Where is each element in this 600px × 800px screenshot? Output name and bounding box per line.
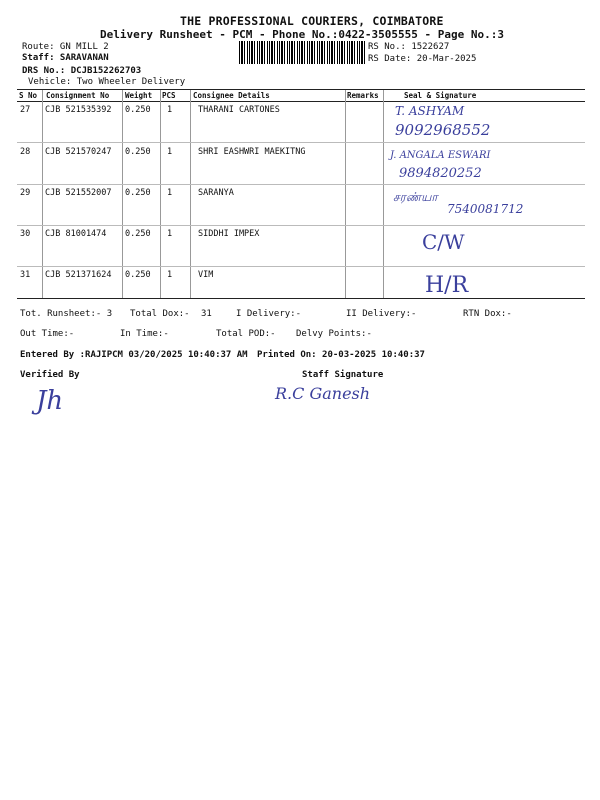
row-weight: 0.250 (125, 229, 151, 239)
total-pod: Total POD:- (216, 329, 276, 339)
handwritten-mark: H/R (425, 273, 469, 298)
handwritten-phone: 9894820252 (399, 166, 482, 181)
row-weight: 0.250 (125, 105, 151, 115)
vehicle-label: Vehicle: Two Wheeler Delivery (28, 77, 186, 87)
row-pcs: 1 (167, 188, 173, 198)
row-weight: 0.250 (125, 188, 151, 198)
staff-handwritten-signature: R.C Ganesh (275, 384, 371, 403)
rs-date: RS Date: 20-Mar-2025 (368, 54, 477, 64)
row-pcs: 1 (167, 229, 173, 239)
col-remarks: Remarks (347, 91, 379, 100)
entered-by: Entered By :RAJIPCM 03/20/2025 10:40:37 AM (20, 350, 248, 360)
company-title: THE PROFESSIONAL COURIERS, COIMBATORE (180, 14, 444, 28)
total-dox-value: 31 (201, 309, 212, 319)
row-consignee: SARANYA (198, 188, 234, 198)
ii-delivery: II Delivery:- (346, 309, 417, 319)
delivery-table (17, 89, 585, 299)
row-sno: 27 (20, 105, 31, 115)
row-consignee: VIM (198, 270, 214, 280)
tot-runsheet: Tot. Runsheet:- 3 (20, 309, 113, 319)
handwritten-phone: 9092968552 (395, 121, 491, 139)
row-consignment: CJB 521535392 (45, 105, 112, 115)
rs-number: RS No.: 1522627 (368, 42, 450, 52)
delvy-points: Delvy Points:- (296, 329, 372, 339)
col-sno: S No (19, 91, 38, 100)
row-sno: 28 (20, 147, 31, 157)
row-consignee: SIDDHI IMPEX (198, 229, 260, 239)
row-consignment: CJB 81001474 (45, 229, 107, 239)
i-delivery: I Delivery:- (236, 309, 302, 319)
handwritten-signature: சரண்யா (393, 190, 438, 204)
staff-signature-label: Staff Signature (302, 370, 384, 380)
col-pcs: PCS (162, 91, 176, 100)
row-sno: 29 (20, 188, 31, 198)
row-consignment: CJB 521371624 (45, 270, 112, 280)
barcode-image (239, 41, 365, 64)
staff-label: Staff: SARAVANAN (22, 53, 109, 63)
row-consignment: CJB 521552007 (45, 188, 112, 198)
handwritten-signature: T. ASHYAM (395, 104, 465, 118)
verified-by-label: Verified By (20, 370, 80, 380)
col-signature: Seal & Signature (404, 91, 477, 100)
col-consignment: Consignment No (46, 91, 110, 100)
row-consignee: SHRI EASHWRI MAEKITNG (198, 147, 306, 157)
col-consignee: Consignee Details (193, 91, 270, 100)
out-time: Out Time:- (20, 329, 75, 339)
route-label: Route: GN MILL 2 (22, 42, 109, 52)
handwritten-signature: J. ANGALA ESWARI (390, 150, 491, 161)
row-pcs: 1 (167, 270, 173, 280)
row-weight: 0.250 (125, 270, 151, 280)
row-sno: 30 (20, 229, 31, 239)
row-consignment: CJB 521570247 (45, 147, 112, 157)
row-pcs: 1 (167, 105, 173, 115)
row-pcs: 1 (167, 147, 173, 157)
row-consignee: THARANI CARTONES (198, 105, 280, 115)
verified-signature: Jh (36, 386, 64, 416)
drs-number: DRS No.: DCJB152262703 (22, 66, 142, 76)
handwritten-phone: 7540081712 (447, 202, 524, 216)
handwritten-mark: C/W (422, 230, 465, 254)
col-weight: Weight (125, 91, 153, 100)
printed-on: Printed On: 20-03-2025 10:40:37 (257, 350, 425, 360)
in-time: In Time:- (120, 329, 169, 339)
total-dox-label: Total Dox:- (130, 309, 190, 319)
row-sno: 31 (20, 270, 31, 280)
rtn-dox: RTN Dox:- (463, 309, 512, 319)
runsheet-title: Delivery Runsheet - PCM - Phone No.:0422-3505555 - Page No.:3 (100, 28, 504, 41)
row-weight: 0.250 (125, 147, 151, 157)
